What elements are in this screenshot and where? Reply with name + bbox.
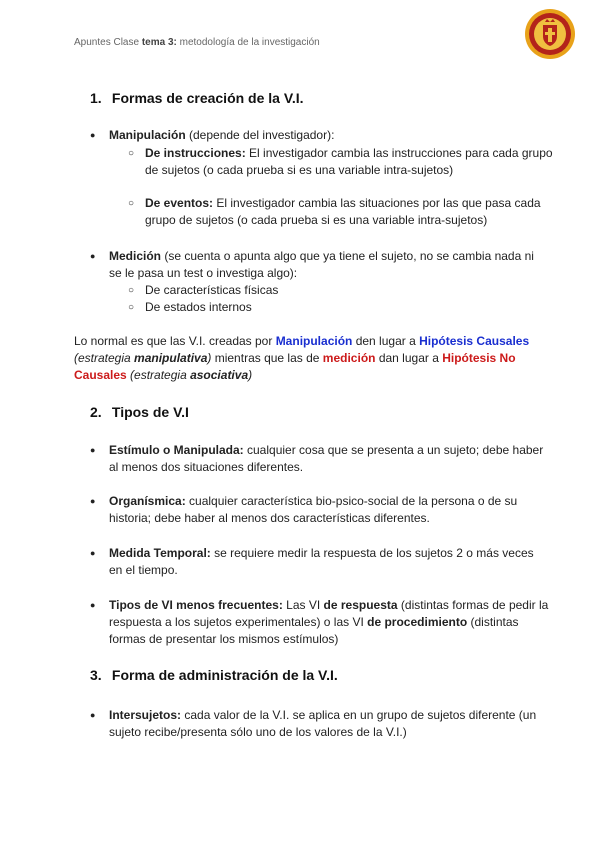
- list-item: [109, 127, 549, 144]
- term-hipotesis-causales: Hipótesis Causales: [419, 334, 530, 348]
- list-item: [109, 707, 554, 741]
- header-prefix: Apuntes Clase: [74, 37, 140, 48]
- term-medicion: Medición: [109, 249, 162, 263]
- text: dan lugar a: [375, 351, 443, 365]
- term-hipotesis-no-causales: Hipótesis No Causales: [74, 351, 516, 382]
- item-text: cualquier característica bio-psico-social de la persona o de su historia; debe haber al menos dos características diferentes.: [109, 494, 518, 525]
- text: (estrategia: [74, 351, 135, 365]
- item-text: (depende del investigador):: [185, 128, 335, 142]
- list-item: [109, 442, 549, 476]
- sub-list-item: ○ De características físicas: [145, 282, 545, 299]
- section-1-number: 1.: [90, 90, 102, 106]
- item-text: (distintas formas de pedir la respuesta a los sujetos experimentales) o las VI: [109, 598, 549, 629]
- list-item: [109, 493, 559, 527]
- term-de-procedimiento: de procedimiento: [367, 615, 468, 629]
- page-header: [74, 37, 320, 48]
- text: ): [207, 351, 212, 365]
- sub-list-item: [145, 195, 560, 229]
- term-asociativa: asociativa: [190, 368, 249, 382]
- text: den lugar a: [352, 334, 420, 348]
- term-medida-temporal: Medida Temporal:: [109, 546, 211, 560]
- item-text: El investigador cambia las situaciones por las que pasa cada grupo de sujetos (o cada prueba si es una variable intra-sujetos): [145, 196, 541, 227]
- term-de-respuesta: de respuesta: [323, 598, 398, 612]
- text: mientras que las de: [211, 351, 323, 365]
- list-item: [109, 248, 539, 282]
- sub-list-item: ○ De estados internos: [145, 299, 545, 316]
- section-3-number: 3.: [90, 667, 102, 683]
- item-text: (distintas formas de presentar los mismos estímulos): [109, 615, 519, 646]
- term-organismica: Organísmica:: [109, 494, 186, 508]
- section-1-title: Formas de creación de la V.I.: [111, 90, 304, 106]
- section-3-title: Forma de administración de la V.I.: [111, 667, 338, 683]
- header-rest: metodología de la investigación: [179, 37, 320, 48]
- section-2-number: 2.: [90, 404, 102, 420]
- section-2-title: Tipos de V.I: [111, 404, 189, 420]
- item-text: (se cuenta o apunta algo que ya tiene el sujeto, no se cambia nada ni se le pasa un test o investiga algo):: [109, 249, 534, 280]
- term-intersujetos: Intersujetos:: [109, 708, 182, 722]
- term-medicion-red: medición: [322, 351, 376, 365]
- term-tipos-vi: Tipos de VI menos frecuentes:: [109, 598, 283, 612]
- list-item: [109, 545, 539, 579]
- text: Lo normal es que las V.I. creadas por: [74, 334, 276, 348]
- term-instrucciones: De instrucciones:: [145, 146, 246, 160]
- term-manipulativa: manipulativa: [134, 351, 208, 365]
- section-2-heading: [90, 404, 189, 420]
- term-estimulo: Estímulo o Manipulada:: [109, 443, 244, 457]
- list-item: [109, 597, 554, 648]
- item-text: El investigador cambia las instrucciones para cada grupo de sujetos (o cada prueba si es una variable intra-sujetos): [145, 146, 553, 177]
- term-manipulacion: Manipulación: [275, 334, 353, 348]
- item-text: cada valor de la V.I. se aplica en un grupo de sujetos diferente (un sujeto recibe/presenta sólo uno de los valores de la V.I.): [109, 708, 537, 739]
- item-text: cualquier cosa que se presenta a un sujeto; debe haber al menos dos situaciones diferentes.: [109, 443, 544, 474]
- term-manipulacion: Manipulación: [109, 128, 186, 142]
- item-text: se requiere medir la respuesta de los sujetos 2 o más veces en el tiempo.: [109, 546, 534, 577]
- summary-paragraph: [74, 333, 549, 384]
- item-text: Las VI: [282, 598, 324, 612]
- university-seal-icon: [524, 8, 576, 60]
- text: (estrategia: [130, 368, 191, 382]
- section-1-heading: [90, 90, 304, 106]
- header-topic: tema 3:: [141, 37, 177, 48]
- sub-list-item: [145, 145, 560, 179]
- term-eventos: De eventos:: [145, 196, 214, 210]
- section-3-heading: [90, 667, 338, 683]
- text: ): [248, 368, 253, 382]
